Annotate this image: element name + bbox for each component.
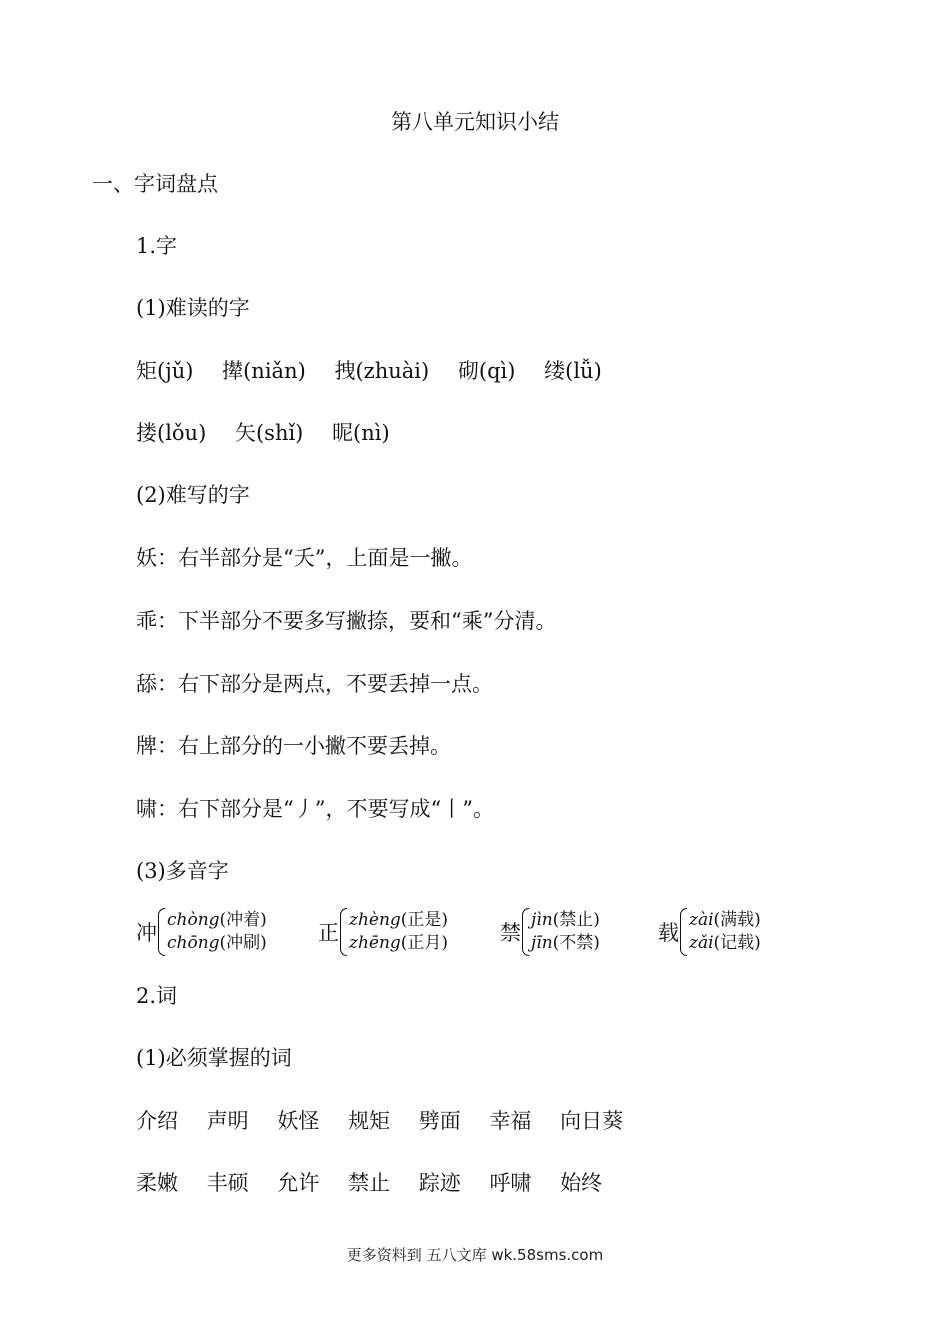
hard-read-item: 矢(shǐ) (234, 421, 304, 445)
subheading-words: 2.词 (136, 984, 178, 1008)
pinyin: jìn (531, 910, 553, 930)
example-word: (禁止) (552, 910, 600, 930)
pinyin: chōng (167, 933, 220, 953)
vocab-word: 柔嫩 (136, 1171, 178, 1195)
brace-icon (522, 908, 529, 956)
vocab-word: 丰硕 (206, 1171, 249, 1195)
vocab-word: 妖怪 (277, 1109, 320, 1133)
polyphone-char: 禁 (500, 921, 521, 945)
hard-read-item: 拽(zhuài) (334, 359, 430, 383)
example-word: (冲刷) (219, 933, 267, 953)
vocab-word: 允许 (277, 1171, 320, 1195)
vocab-word: 幸福 (489, 1109, 532, 1133)
example-word: (满载) (713, 910, 761, 930)
heading-must-master-words: (1)必须掌握的词 (136, 1046, 292, 1070)
vocab-word: 始终 (560, 1171, 603, 1195)
vocab-word: 踪迹 (418, 1171, 461, 1195)
hard-read-item: 矩(jǔ) (136, 359, 194, 383)
vocab-word: 劈面 (418, 1109, 461, 1133)
vocab-word: 呼啸 (489, 1171, 532, 1195)
polyphone-entry (658, 904, 761, 960)
hard-read-item: 砌(qì) (457, 359, 516, 383)
hard-write-note: 乖：下半部分不要多写撇捺，要和“乘”分清。 (136, 609, 557, 633)
example-word: (记载) (713, 933, 761, 953)
pinyin: zhēng (349, 933, 401, 953)
hard-write-note: 舔：右下部分是两点，不要丢掉一点。 (136, 672, 493, 696)
heading-hard-to-write: (2)难写的字 (136, 483, 250, 507)
pinyin: zhèng (349, 910, 401, 930)
hard-write-note: 啸：右下部分是“丿”，不要写成“丨”。 (136, 797, 494, 821)
vocab-word: 禁止 (348, 1171, 391, 1195)
hard-write-note: 牌：右上部分的一小撇不要丢掉。 (136, 734, 451, 758)
example-word: (冲着) (219, 910, 267, 930)
footer-source-link[interactable]: 更多资料到 五八文库 wk.58sms.com (346, 1246, 604, 1264)
example-word: (正月) (400, 933, 449, 953)
hard-read-row-1 (136, 357, 602, 385)
brace-icon (340, 908, 347, 956)
polyphone-entry (500, 904, 600, 960)
polyphone-char: 正 (318, 921, 339, 945)
polyphone-entry (136, 904, 267, 960)
pinyin: zài (689, 910, 714, 930)
pinyin: chòng (167, 910, 220, 930)
vocab-word: 介绍 (136, 1109, 178, 1133)
pinyin: zǎi (689, 933, 714, 953)
hard-read-item: 昵(nì) (332, 421, 390, 445)
brace-icon (158, 908, 165, 956)
section-heading-vocab: 一、字词盘点 (92, 172, 218, 196)
example-word: (正是) (400, 910, 449, 930)
heading-hard-to-read: (1)难读的字 (136, 296, 250, 320)
words-row-1 (136, 1107, 645, 1135)
subheading-characters: 1.字 (136, 234, 178, 258)
hard-read-item: 撵(niǎn) (222, 359, 306, 383)
hard-write-note: 妖：右半部分是“夭”，上面是一撇。 (136, 546, 473, 570)
polyphone-char: 载 (658, 921, 679, 945)
hard-read-row-2 (136, 419, 390, 447)
polyphone-entry (318, 904, 448, 960)
hard-read-item: 搂(lǒu) (136, 421, 207, 445)
pinyin: jīn (531, 933, 553, 953)
vocab-word: 声明 (206, 1109, 249, 1133)
brace-icon (680, 908, 687, 956)
words-row-2 (136, 1169, 624, 1197)
vocab-word: 向日葵 (560, 1109, 624, 1133)
polyphone-char: 冲 (136, 921, 157, 945)
heading-polyphones: (3)多音字 (136, 859, 229, 883)
page-title: 第八单元知识小结 (391, 110, 559, 134)
hard-read-item: 缕(lǚ) (544, 359, 602, 383)
vocab-word: 规矩 (348, 1109, 391, 1133)
example-word: (不禁) (552, 933, 600, 953)
